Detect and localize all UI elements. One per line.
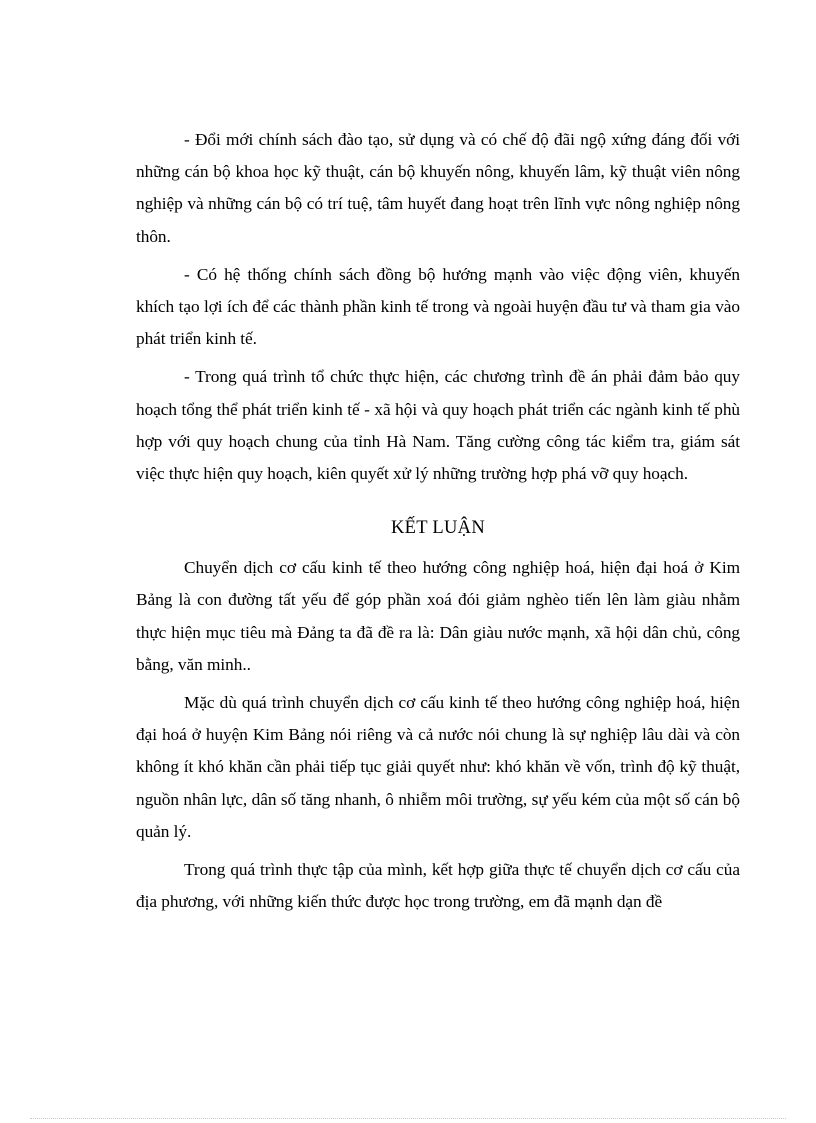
paragraph-training-policy: - Đổi mới chính sách đào tạo, sử dụng và có chế độ đãi ngộ xứng đáng đối với những cán bộ khoa học kỹ thuật, cán bộ khuyến nông, khuyến lâm, kỹ thuật viên nông nghiệp và những cán bộ có trí tuệ, tâm huyết đang hoạt trên lĩnh vực nông nghiệp nông thôn. bbox=[136, 130, 740, 246]
paragraph-incentive-policy: - Có hệ thống chính sách đồng bộ hướng mạnh vào việc động viên, khuyến khích tạo lợi ích để các thành phần kinh tế trong và ngoài huyện đầu tư và tham gia vào phát triển kinh tế. bbox=[136, 264, 740, 349]
paragraph-planning-implementation: - Trong quá trình tổ chức thực hiện, các chương trình đề án phải đảm bảo quy hoạch tổng thể phát triển kinh tế - xã hội và quy hoạch phát triển các ngành kinh tế phù hợp với quy hoạch chung của tỉnh Hà Nam. Tăng cường công tác kiểm tra, giám sát việc thực hiện quy hoạch, kiên quyết xử lý những trường hợp phá vỡ quy hoạch. bbox=[136, 367, 740, 484]
page-bottom-divider bbox=[30, 1118, 786, 1119]
section-heading-conclusion: KẾT LUẬN bbox=[390, 518, 486, 539]
paragraph-conclusion-challenges: Mặc dù quá trình chuyển dịch cơ cấu kinh tế theo hướng công nghiệp hoá, hiện đại hoá ở huyện Kim Bảng nói riêng và cả nước nói chung là sự nghiệp lâu dài và còn không ít khó khăn cần phải tiếp tục giải quyết như: khó khăn về vốn, trình độ kỹ thuật, nguồn nhân lực, dân số tăng nhanh, ô nhiễm môi trường, sự yếu kém của một số cán bộ quản lý. bbox=[136, 693, 740, 841]
document-body bbox=[136, 124, 740, 918]
paragraph-conclusion-internship: Trong quá trình thực tập của mình, kết hợp giữa thực tế chuyển dịch cơ cấu của địa phương, với những kiến thức được học trong trường, em đã mạnh dạn đề bbox=[136, 860, 740, 912]
paragraph-conclusion-intro: Chuyển dịch cơ cấu kinh tế theo hướng công nghiệp hoá, hiện đại hoá ở Kim Bảng là con đường tất yếu để góp phần xoá đói giảm nghèo tiến lên làm giàu nhằm thực hiện mục tiêu mà Đảng ta đã đề ra là: Dân giàu nước mạnh, xã hội dân chủ, công bằng, văn minh.. bbox=[136, 558, 740, 674]
